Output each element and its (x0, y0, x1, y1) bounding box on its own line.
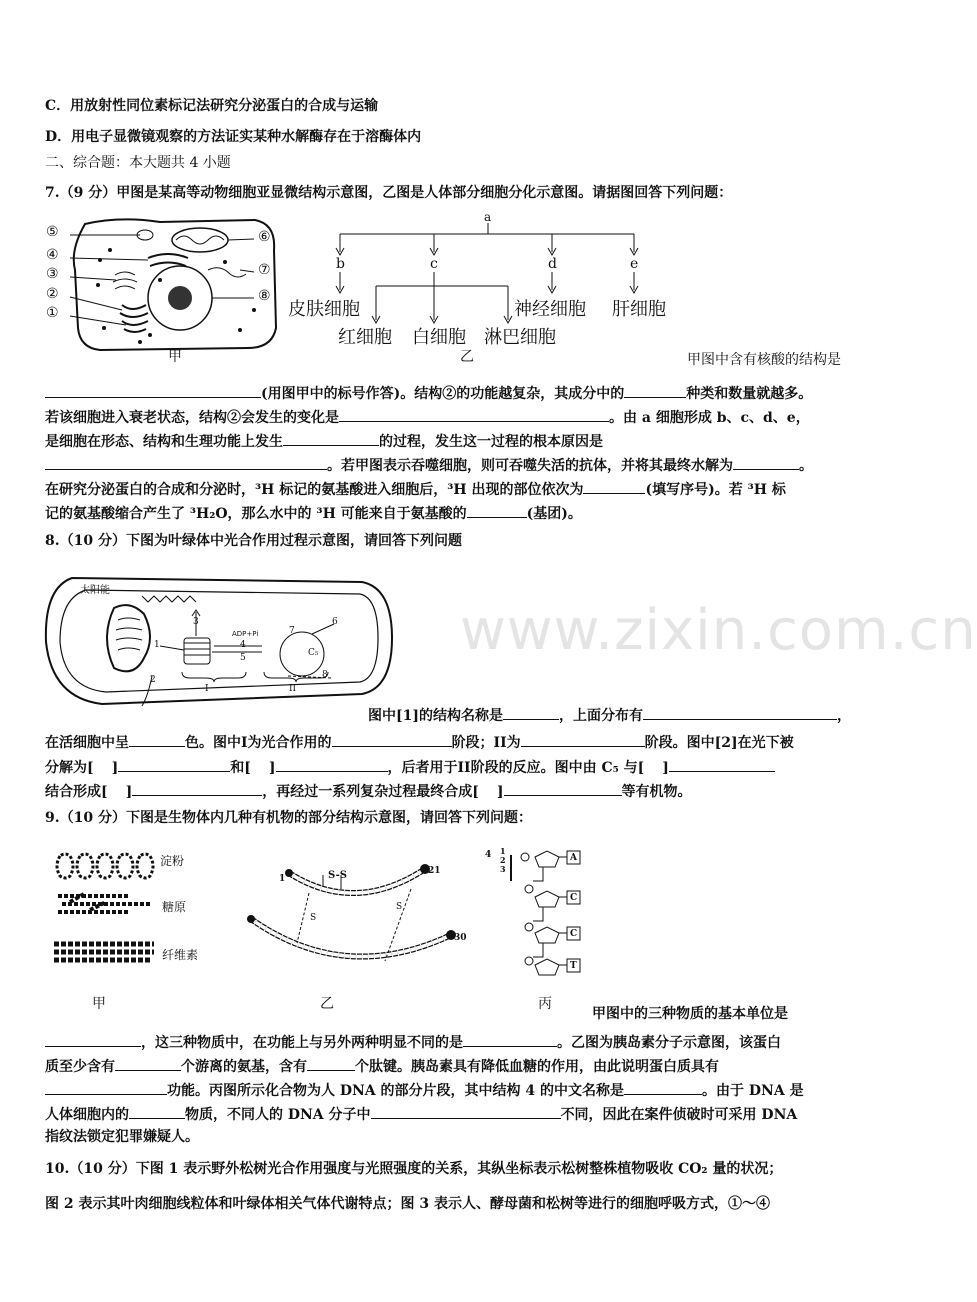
fig-caption-jia: 甲 (168, 349, 182, 365)
insulin-num-1: 1 (279, 874, 286, 884)
fig-caption-bing: 丙 (538, 996, 552, 1012)
q7-line5: 。若甲图表示吞噬细胞，则可吞噬失活的抗体，并将其最终水解为 。 (45, 454, 880, 476)
stage-II-label: II (289, 684, 297, 694)
disulfide-label: S-S (328, 870, 347, 881)
tree-label-d: d (548, 256, 557, 272)
watermark: www.zixin.com.cn (460, 598, 977, 663)
q8-num-3: 3 (193, 617, 199, 627)
fig-caption-jia-9: 甲 (92, 996, 106, 1012)
option-c: C．用放射性同位素标记法研究分泌蛋白的合成与运输 (45, 98, 379, 114)
adp-label: ADP+Pi (232, 630, 259, 638)
cell-skin: 皮肤细胞 (288, 299, 360, 320)
answer-blank[interactable] (583, 478, 645, 494)
answer-blank[interactable] (503, 704, 559, 720)
q9-stem: 9.（10 分）下图是生物体内几种有机物的部分结构示意图，请回答下列问题： (45, 810, 532, 826)
q8-line2: 在活细胞中呈 色。图中I为光合作用的 阶段；II为 阶段。图中[2]在光下被 (45, 731, 880, 753)
cellulose-label: 纤维素 (162, 948, 199, 962)
q8-num-5: 5 (240, 653, 246, 663)
answer-blank[interactable] (332, 731, 452, 747)
tree-label-b: b (336, 256, 345, 272)
tree-label-e: e (630, 256, 639, 272)
answer-blank[interactable] (45, 382, 261, 398)
cell-label-5: ⑤ (46, 224, 59, 240)
q9-polysaccharide-diagram (50, 846, 170, 976)
dna-num-3: 3 (500, 864, 506, 874)
q8-num-2: 2 (150, 675, 156, 685)
answer-blank[interactable] (129, 731, 185, 747)
cell-label-6: ⑥ (258, 229, 271, 245)
cell-label-8: ⑧ (258, 288, 271, 304)
q8-line4: 结合形成[ ] ，再经过一系列复杂过程最终合成[ ] 等有机物。 (45, 780, 880, 802)
glycogen-label: 糖原 (162, 900, 187, 914)
cell-nerve: 神经细胞 (514, 299, 586, 320)
cell-label-3: ③ (46, 266, 59, 282)
answer-blank[interactable] (624, 1079, 702, 1095)
insulin-num-30: 30 (454, 933, 467, 943)
answer-blank[interactable] (624, 382, 686, 398)
s-label-right: S (396, 902, 403, 912)
q9-line1: 甲图中的三种物质的基本单位是 (592, 1006, 788, 1022)
stage-I-label: I (205, 684, 209, 694)
base-A: A (570, 853, 577, 863)
answer-blank[interactable] (371, 1103, 561, 1119)
fig-caption-yi: 乙 (460, 349, 474, 365)
dna-num-4: 4 (485, 850, 492, 860)
base-T: T (570, 961, 577, 971)
q8-line1: 图中[1]的结构名称是 ，上面分布有 ， (368, 704, 888, 726)
cell-red: 红细胞 (338, 327, 392, 348)
answer-blank[interactable] (521, 731, 645, 747)
q8-num-7: 7 (289, 626, 295, 636)
answer-blank[interactable] (115, 1055, 181, 1071)
answer-blank[interactable] (733, 454, 799, 470)
q9-line2: ，这三种物质中，在功能上与另外两种明显不同的是 。乙图为胰岛素分子示意图，该蛋白 (45, 1031, 880, 1053)
dna-num-2: 2 (500, 855, 506, 865)
q10-line1: 10.（10 分）下图 1 表示野外松树光合作用强度与光照强度的关系，其纵坐标表示松树整株植物吸收 CO₂ 量的状况； (45, 1161, 783, 1177)
cell-label-4: ④ (46, 247, 59, 263)
c5-label: C₅ (308, 648, 319, 658)
cell-liver: 肝细胞 (612, 299, 666, 320)
section-heading: 二、综合题：本大题共 4 小题 (45, 155, 231, 171)
answer-blank[interactable] (45, 1031, 141, 1047)
answer-blank[interactable] (307, 1055, 355, 1071)
q8-num-4: 4 (240, 640, 246, 650)
q8-num-8: 8 (322, 670, 328, 680)
cell-label-2: ② (46, 286, 59, 302)
q9-line4: 功能。丙图所示化合物为人 DNA 的部分片段，其中结构 4 的中文名称是 。由于 DNA 是 (45, 1079, 880, 1101)
starch-label: 淀粉 (160, 854, 185, 868)
answer-blank[interactable] (132, 780, 262, 796)
sun-label: 太阳能 (80, 585, 110, 596)
answer-blank[interactable] (669, 756, 775, 772)
answer-blank[interactable] (45, 1079, 167, 1095)
q9-line3: 质至少含有 个游离的氨基，含有 个肽键。胰岛素具有降低血糖的作用，由此说明蛋白质具有 (45, 1055, 880, 1077)
answer-blank[interactable] (643, 704, 837, 720)
insulin-num-21: 21 (428, 866, 441, 876)
cell-label-1: ① (46, 305, 59, 321)
answer-blank[interactable] (467, 502, 527, 518)
option-d: D．用电子显微镜观察的方法证实某种水解酶存在于溶酶体内 (45, 129, 422, 145)
answer-blank[interactable] (129, 1103, 185, 1119)
answer-blank[interactable] (504, 780, 622, 796)
s-label-left: S (310, 913, 317, 923)
q8-num-6: 6 (332, 617, 338, 627)
answer-blank[interactable] (283, 430, 379, 446)
q8-line3: 分解为[ ] 和[ ] ，后者用于II阶段的反应。图中由 C₅ 与[ ] (45, 756, 880, 778)
q7-line1: 甲图中含有核酸的结构是 (687, 352, 841, 368)
q7-line2: (用图甲中的标号作答)。结构②的功能越复杂，其成分中的 种类和数量就越多。 (45, 382, 880, 404)
answer-blank[interactable] (118, 756, 230, 772)
q9-line6: 指纹法锁定犯罪嫌疑人。 (45, 1129, 199, 1145)
cell-white: 白细胞 (412, 327, 466, 348)
q7-line3: 若该细胞进入衰老状态，结构②会发生的变化是 。由 a 细胞形成 b、c、d、e， (45, 406, 880, 428)
q8-stem: 8.（10 分）下图为叶绿体中光合作用过程示意图，请回答下列问题 (45, 533, 462, 549)
tree-label-c: c (430, 256, 438, 272)
q7-line4: 是细胞在形态、结构和生理功能上发生 的过程，发生这一过程的根本原因是 (45, 430, 880, 452)
answer-blank[interactable] (276, 756, 388, 772)
answer-blank[interactable] (45, 454, 327, 470)
base-C2: C (570, 929, 578, 939)
fig-caption-yi-9: 乙 (320, 996, 334, 1012)
q10-line2: 图 2 表示其叶肉细胞线粒体和叶绿体相关气体代谢特点；图 3 表示人、酵母菌和松树等进行的细胞呼吸方式，①～④ (45, 1196, 770, 1212)
q7-stem: 7.（9 分）甲图是某高等动物细胞亚显微结构示意图，乙图是人体部分细胞分化示意图。请据图回答下列问题： (45, 185, 733, 201)
q7-line7: 记的氨基酸缩合产生了 ³H₂O，那么水中的 ³H 可能来自于氨基酸的 (基团)。 (45, 502, 880, 524)
base-C1: C (570, 893, 578, 903)
cell-lymph: 淋巴细胞 (484, 327, 556, 348)
cell-label-7: ⑦ (258, 262, 271, 278)
tree-label-a: a (484, 210, 492, 224)
q8-num-1: 1 (154, 640, 160, 650)
q7-line6: 在研究分泌蛋白的合成和分泌时，³H 标记的氨基酸进入细胞后，³H 出现的部位依次为 (填写序号)。若 ³H 标 (45, 478, 880, 500)
answer-blank[interactable] (339, 406, 609, 422)
answer-blank[interactable] (463, 1031, 557, 1047)
q9-line5: 人体细胞内的 物质，不同人的 DNA 分子中 不同，因此在案件侦破时可采用 DNA (45, 1103, 880, 1125)
dna-num-1: 1 (500, 846, 506, 856)
